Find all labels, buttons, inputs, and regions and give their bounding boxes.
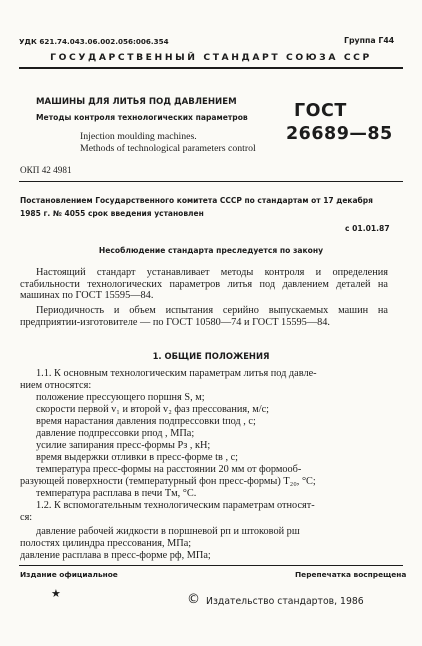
list-item: скорости первой v₁ и второй v₂ фаз прессования, м/с; [36,404,270,415]
official-edition: Издание официальное [20,570,118,579]
header-rule [19,67,403,69]
p11-line-2: нием относятся: [20,380,92,391]
law-warning: Несоблюдение стандарта преследуется по закону [98,246,324,255]
title-main: МАШИНЫ ДЛЯ ЛИТЬЯ ПОД ДАВЛЕНИЕМ [36,97,237,107]
okp-code: ОКП 42 4981 [20,165,72,175]
gost-number: 26689—85 [286,124,393,144]
gost-label: ГОСТ [294,101,347,121]
p12-line-1: 1.2. К вспомогательным технологическим параметрам относят- [36,500,315,511]
copyright-icon: © [187,592,200,607]
p12-line-5: давление расплава в пресс-форме pф, МПа; [20,550,211,561]
udk-code: УДК 621.74.043.06.002.056:006.354 [19,37,169,46]
list-item: усилие запирания пресс-формы Pз , кН; [36,440,211,451]
group-code: Группа Г44 [344,36,395,45]
star-icon: ★ [51,588,61,600]
publisher: Издательство стандартов, 1986 [206,596,364,607]
p12-line-2: ся: [20,512,33,523]
intro-paragraph-2: Периодичность и объем испытания серийно выпускаемых машин на предприятии-изготовителе — по ГОСТ 10580—74 и ГОСТ 15595—84. [20,305,388,328]
decree-date: с 01.01.87 [345,224,390,233]
decree-line-2: 1985 г. № 4055 срок введения установлен [20,209,204,218]
title-en-2: Methods of technological parameters control [80,143,256,154]
p11-line-1: 1.1. К основным технологическим параметрам литья под давле- [36,368,317,379]
divider [19,181,403,182]
state-standard-heading: ГОСУДАРСТВЕННЫЙ СТАНДАРТ СОЮЗА ССР [50,52,372,63]
title-en-1: Injection moulding machines. [80,131,197,142]
title-sub: Методы контроля технологических параметров [36,113,248,122]
list-item: время нарастания давления подпрессовки tпод , с; [36,416,256,427]
p12-line-4: полостях цилиндра прессования, МПа; [20,538,192,549]
list-item: положение прессующего поршня S, м; [36,392,205,403]
section-1-heading: 1. ОБЩИЕ ПОЛОЖЕНИЯ [152,351,270,361]
temperature-line-2: разующей поверхности (температурный фон пресс-формы) T₂₀, °C; [20,476,316,487]
melt-temperature-line: температура расплава в печи Tм, °C. [36,488,197,499]
list-item: время выдержки отливки в пресс-форме tв , с; [36,452,239,463]
reprint-notice: Перепечатка воспрещена [295,570,407,579]
p12-line-3: давление рабочей жидкости в поршневой pп и штоковой pш [36,526,300,537]
footer-rule [19,565,403,566]
temperature-line-1: температура пресс-формы на расстоянии 20 мм от формооб- [36,464,302,475]
intro-paragraph-1: Настоящий стандарт устанавливает методы контроля и определения стабильности технологических параметров литья под давлением деталей на машинах по ГОСТ 15595—84. [20,267,388,302]
list-item: давление подпрессовки pпод , МПа; [36,428,195,439]
decree-line-1: Постановлением Государственного комитета СССР по стандартам от 17 декабря [20,196,373,205]
